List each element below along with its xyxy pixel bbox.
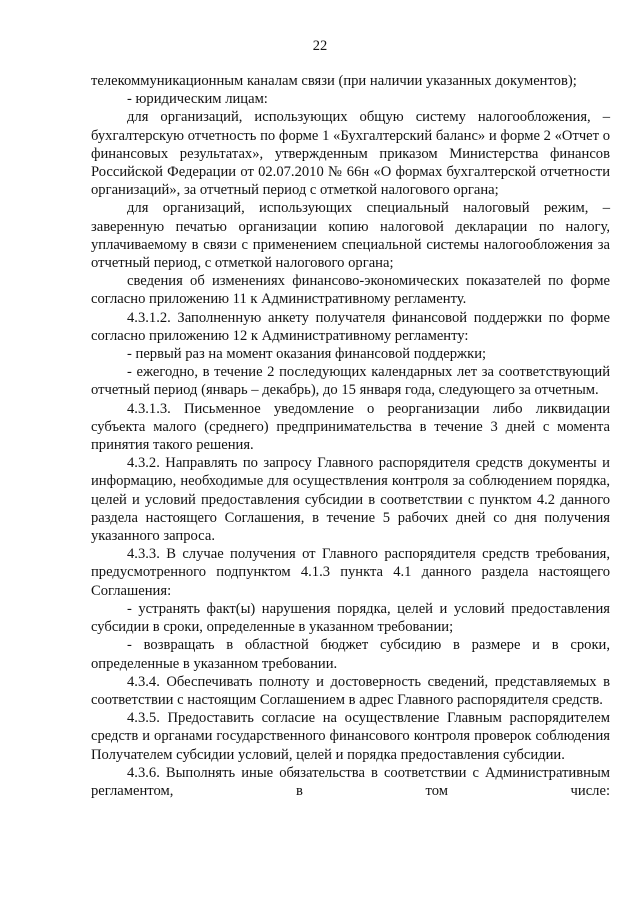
paragraph: 4.3.1.3. Письменное уведомление о реорганизации либо ликвидации субъекта малого (среднего) предпринимательства в течение 3 дней с момента принятия такого решения. (91, 400, 610, 454)
document-body (91, 72, 610, 800)
paragraph: - устранять факт(ы) нарушения порядка, целей и условий предоставления субсидии в сроки, определенные в указанном требовании; (91, 600, 610, 636)
paragraph: - юридическим лицам: (127, 91, 268, 108)
paragraph: 4.3.2. Направлять по запросу Главного распорядителя средств документы и информацию, необходимые для осуществления контроля за соблюдением порядка, целей и условий предоставления субсидии в соответствии с пунктом 4.2 данного раздела настоящего Соглашения, в течение 5 рабочих дней со дня получения указанного запроса. (91, 455, 610, 545)
paragraph: - ежегодно, в течение 2 последующих календарных лет за соответствующий отчетный период (январь – декабрь), до 15 января года, следующего за отчетным. (91, 364, 610, 399)
page-number: 22 (312, 38, 328, 54)
paragraph: 4.3.5. Предоставить согласие на осуществление Главным распорядителем средств и органами государственного финансового контроля проверок соблюдения Получателем субсидии условий, целей и порядка предоставления субсидии. (91, 710, 610, 763)
paragraph: - первый раз на момент оказания финансовой поддержки; (127, 346, 487, 363)
paragraph: 4.3.4. Обеспечивать полноту и достоверность сведений, представляемых в соответствии с настоящим Соглашением в адрес Главного распорядителя средств. (91, 673, 610, 708)
paragraph: 4.3.3. В случае получения от Главного распорядителя средств требования, предусмотренного подпунктом 4.1.3 пункта 4.1 данного раздела настоящего Соглашения: (91, 546, 610, 599)
paragraph: 4.3.1.2. Заполненную анкету получателя финансовой поддержки по форме согласно приложению 12 к Административному регламенту: (91, 309, 610, 344)
paragraph: 4.3.6. Выполнять иные обязательства в соответствии с Административным регламентом, в том числе: (91, 764, 610, 799)
paragraph: - возвращать в областной бюджет субсидию в размере и в сроки, определенные в указанном требовании. (91, 637, 610, 672)
paragraph: телекоммуникационным каналам связи (при наличии указанных документов); (91, 73, 577, 89)
paragraph: для организаций, использующих общую систему налогообложения, – бухгалтерскую отчетность по форме 1 «Бухгалтерский баланс» и форме 2 «Отчет о финансовых результатах», утвержденным приказом Министерства финансов Российской Федерации от 02.07.2010 № 66н «О формах бухгалтерской отчетности организаций», за отчетный период с отметкой налогового органа; (91, 109, 610, 199)
paragraph: для организаций, использующих специальный налоговый режим, – заверенную печатью организации копию налоговой декларации по налогу, уплачиваемому в связи с применением специальной системы налогообложения за отчетный период, с отметкой налогового органа; (91, 200, 610, 272)
paragraph: сведения об изменениях финансово-экономических показателей по форме согласно приложению 11 к Административному регламенту. (91, 273, 610, 308)
